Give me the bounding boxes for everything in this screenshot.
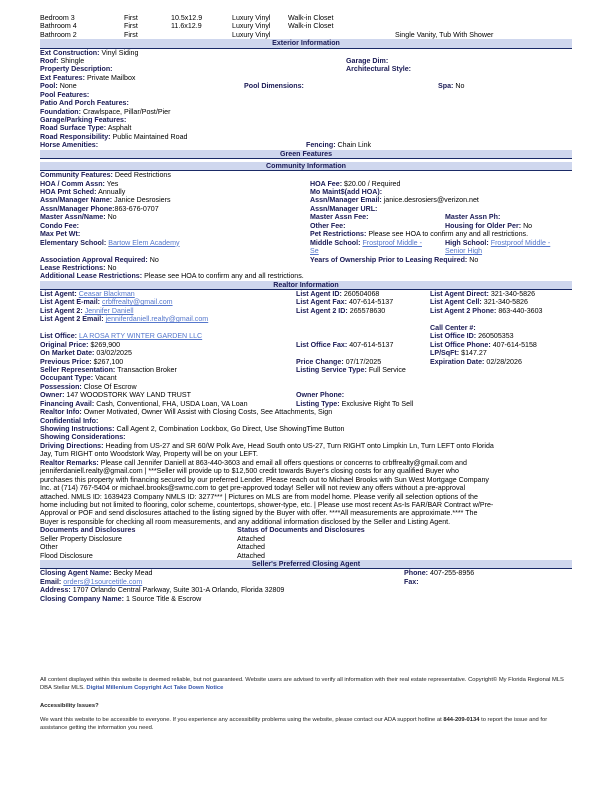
field-label: List Agent E-mail: <box>40 298 101 307</box>
field-label: Showing Considerations: <box>40 433 126 442</box>
access-text-2: to report the issue and for assistance getting the information you need. <box>40 717 548 731</box>
field-label: Financing Avail: <box>40 399 95 408</box>
docs-heading: Documents and Disclosures <box>40 526 136 535</box>
field-label: List Office Phone: <box>430 340 491 349</box>
field-label: Expiration Date: <box>430 357 485 366</box>
closing-phone-value: 407-255-8956 <box>430 569 475 578</box>
road-surface-value: Asphalt <box>107 124 132 133</box>
field-label: Possession: <box>40 382 82 391</box>
listing-type-value: Exclusive Right To Sell <box>341 399 414 408</box>
listing-detail <box>40 0 572 603</box>
accessibility-text <box>40 716 576 732</box>
field-label: List Agent 2 Phone: <box>430 306 497 315</box>
field-label: Years of Ownership Prior to Leasing Required: <box>310 255 468 264</box>
hoa-pmt-value: Annually <box>98 188 126 196</box>
field-label: List Agent ID: <box>296 290 342 298</box>
closing-company-value: 1 Source Title & Escrow <box>125 594 202 603</box>
years-value: No <box>469 255 479 264</box>
room-level: First <box>124 30 138 39</box>
room-size: 11.6x12.9 <box>171 22 202 31</box>
remarks-line: jenniferdaniell.realty@gmail.com | ***Seller will provide up to $12,500 credit towards Buyer's closing costs for any qualified Buyer who <box>40 467 459 476</box>
occupant-value: Vacant <box>95 374 117 383</box>
field-label: High School: <box>445 238 489 247</box>
field-label: HOA Fee: <box>310 179 343 188</box>
closing-agent-value: Becky Mead <box>113 569 153 578</box>
field-label: Showing Instructions: <box>40 425 115 433</box>
closing-address-value: 1707 Orlando Central Parkway, Suite 301-A Orlando, Florida 32809 <box>72 586 285 595</box>
remarks-line: home including but not limited to flooring, color scheme, countertops, shower-type, etc. | Please use most recent As-Is FAR/BAR Contract w/Pre- <box>40 500 494 509</box>
pet-restr-value: Please see HOA to confirm any and all restrictions. <box>368 230 529 239</box>
middle-school-link-cont[interactable]: Se <box>310 247 319 256</box>
directions-line: Heading from US-27 and SR 60/W Polk Ave, Head South onto US-27, Turn RIGHT onto Limpkin Ln, Turn LEFT onto Florida <box>105 441 494 450</box>
field-label: HOA / Comm Assn: <box>40 179 105 188</box>
field-label: Other Fee: <box>310 221 346 230</box>
field-label: List Agent 2 Email: <box>40 315 104 324</box>
room-feature: Walk-in Closet <box>288 22 334 31</box>
field-label: Price Change: <box>296 357 344 366</box>
market-date-value: 03/02/2025 <box>96 349 132 358</box>
agent2-phone-value: 863-440-3603 <box>498 306 543 315</box>
field-label: Driving Directions: <box>40 441 104 450</box>
directions-line: Jay, Turn RIGHT onto Woodstork Way, Property will be on your LEFT. <box>40 450 259 459</box>
ext-features-value: Private Mailbox <box>86 73 136 82</box>
room-level: First <box>124 14 138 22</box>
spa-value: No <box>455 82 465 91</box>
field-label: Owner: <box>40 391 65 400</box>
field-label: List Office: <box>40 332 78 341</box>
field-label: Fax: <box>404 577 419 586</box>
field-label: Pool Dimensions: <box>244 82 304 91</box>
room-name: Bathroom 4 <box>40 22 77 31</box>
doc-name: Flood Disclosure <box>40 551 93 560</box>
seller-rep-value: Transaction Broker <box>117 365 177 374</box>
section-header-green: Green Features <box>40 150 572 159</box>
hoa-value: Yes <box>106 179 119 188</box>
field-label: Property Description: <box>40 65 113 74</box>
field-label: Closing Company Name: <box>40 594 124 603</box>
doc-status: Attached <box>237 534 266 543</box>
service-value: Full Service <box>368 365 406 374</box>
field-label: Patio And Porch Features: <box>40 99 129 108</box>
pool-value: None <box>59 82 77 91</box>
showing-value: Call Agent 2, Combination Lockbox, Go Direct, Use ShowingTime Button <box>116 425 345 433</box>
room-floor: Luxury Vinyl <box>232 14 271 22</box>
field-label: Assn/Manager URL: <box>310 204 378 213</box>
field-label: List Agent 2 ID: <box>296 306 348 315</box>
agent-direct-value: 321-340-5826 <box>490 290 536 298</box>
field-label: Elementary School: <box>40 238 107 247</box>
remarks-line: Inc. at (714) 767-5404 or michael.brooks@swmc.com to get pre-approved today! Seller will not review any offers without a pre-approval <box>40 484 466 493</box>
remarks-line: attached. NMLS ID: 1639423 Company NMLS ID: 3277*** | Pictures on MLS are from model home. Please verify all selection options of the <box>40 492 478 501</box>
field-label: Phone: <box>404 569 429 578</box>
field-label: Spa: <box>438 82 454 91</box>
remarks-line: purchases this property with financing secured by our preferred Lender. Please reach out to Michael Brooks with Sun West Mortgage Company <box>40 475 489 484</box>
field-label: Condo Fee: <box>40 221 80 230</box>
field-label: Fencing: <box>306 141 336 150</box>
field-label: Owner Phone: <box>296 391 345 400</box>
field-label: Previous Price: <box>40 357 92 366</box>
older-value: No <box>523 221 533 230</box>
field-label: Address: <box>40 586 71 595</box>
office-phone-value: 407-614-5158 <box>492 340 537 349</box>
doc-name: Other <box>40 543 58 552</box>
field-label: Assn/Manager Name: <box>40 196 113 205</box>
dmca-link[interactable]: Digital Millenium Copyright Act Take Down Notice <box>86 685 224 691</box>
closing-email-link[interactable]: orders@1sourcetitle.com <box>63 577 143 586</box>
lp-sqft-value: $147.27 <box>461 349 487 358</box>
section-header-community: Community Information <box>40 162 572 171</box>
agent2-id-value: 265578630 <box>349 306 386 315</box>
field-label: List Agent: <box>40 290 77 298</box>
roof-value: Shingle <box>60 56 85 65</box>
field-label: List Agent 2: <box>40 306 83 315</box>
field-label: Confidential Info: <box>40 416 99 425</box>
field-label: Original Price: <box>40 340 89 349</box>
field-label: Pool: <box>40 82 58 91</box>
field-label: Additional Lease Restrictions: <box>40 272 143 281</box>
agent-fax-value: 407-614-5137 <box>348 298 394 307</box>
field-label: Garage/Parking Features: <box>40 116 127 124</box>
high-school-link[interactable]: Frostproof Middle - <box>490 238 551 247</box>
room-row <box>40 22 572 30</box>
field-label: Listing Service Type: <box>296 365 367 374</box>
field-label: Road Surface Type: <box>40 124 107 133</box>
master-name-value: No <box>107 213 117 222</box>
field-label: Road Responsibility: <box>40 132 111 141</box>
doc-row <box>40 543 572 551</box>
office-fax-value: 407-614-5137 <box>349 340 394 349</box>
remarks-line: Buyer is responsible for checking all room measurements, and any additional information disclosed by the Seller and Listing Agent. <box>40 517 451 526</box>
field-label: Call Center #: <box>430 323 476 332</box>
financing-value: Cash, Conventional, FHA, USDA Loan, VA Loan <box>96 399 248 408</box>
fencing-value: Chain Link <box>337 141 372 150</box>
field-label: Ext Construction: <box>40 48 100 57</box>
add-lease-value: Please see HOA to confirm any and all restrictions. <box>144 272 304 281</box>
remarks-line: Approval or POF and send disclosures attached to the listing signed by the Buyer with offer. ****All measurements are approximate.**** The <box>40 509 478 518</box>
field-label: Ext Features: <box>40 73 85 82</box>
office-id-value: 260505353 <box>478 332 514 341</box>
field-label: On Market Date: <box>40 349 95 358</box>
field-label: Architectural Style: <box>346 65 412 74</box>
foundation-value: Crawlspace, Pillar/Post/Pier <box>82 107 171 116</box>
section-header-realtor: Realtor Information <box>40 281 572 290</box>
realtor-info-value: Owner Motivated, Owner Will Assist with Closing Costs, See Attachments, Sign <box>83 408 333 417</box>
high-school-link-cont[interactable]: Senior High <box>445 247 483 256</box>
room-row <box>40 31 572 39</box>
doc-status: Attached <box>237 551 266 560</box>
section-header-exterior: Exterior Information <box>40 39 572 48</box>
mgr-phone-value: 863-676-0707 <box>114 204 159 213</box>
field-label: LP/SqFt: <box>430 349 460 358</box>
field-label: Master Assn Fee: <box>310 213 369 222</box>
field-label: Garage Dim: <box>346 56 389 65</box>
field-label: Foundation: <box>40 107 81 116</box>
doc-row <box>40 535 572 543</box>
field-label: Max Pet Wt: <box>40 230 81 239</box>
doc-name: Seller Property Disclosure <box>40 534 123 543</box>
field-label: HOA Pmt Sched: <box>40 188 97 196</box>
list-office-link[interactable]: LA ROSA RTY WINTER GARDEN LLC <box>79 332 203 341</box>
field-label: Email: <box>40 577 62 586</box>
agent-cell-value: 321-340-5826 <box>483 298 528 307</box>
field-label: List Agent Direct: <box>430 290 489 298</box>
room-name: Bathroom 2 <box>40 30 77 39</box>
list-agent-link[interactable]: Ceasar Blackman <box>78 290 135 298</box>
footer-disclaimer <box>40 676 576 692</box>
field-label: Association Approval Required: <box>40 255 148 264</box>
orig-price-value: $269,900 <box>90 340 121 349</box>
disclaimer-text: All content displayed within this website is deemed reliable, but not guaranteed. Website users are advised to verify all information with their real estate representative. Copyright© My Florida Regional MLS DBA Stellar MLS. <box>40 677 564 691</box>
room-floor: Luxury Vinyl <box>232 30 271 39</box>
expiration-value: 02/28/2026 <box>486 357 522 366</box>
owner-value: 147 WOODSTORK WAY LAND TRUST <box>66 391 191 400</box>
mgr-email-value: janice.desrosiers@verizon.net <box>383 196 479 205</box>
section-header-closing: Seller's Preferred Closing Agent <box>40 560 572 569</box>
room-feature: Walk-in Closet <box>288 14 334 22</box>
field-label: Seller Representation: <box>40 365 116 374</box>
room-feature: Single Vanity, Tub With Shower <box>395 30 494 39</box>
price-change-value: 07/17/2025 <box>345 357 382 366</box>
field-label: List Office ID: <box>430 332 477 341</box>
field-label: Horse Amenities: <box>40 141 99 150</box>
access-text-1: We want this website to be accessible to everyone. If you experience any accessibility problems using the website, please contact our ADA support hotline at <box>40 717 442 723</box>
docs-status-heading: Status of Documents and Disclosures <box>237 526 365 535</box>
remarks-line: Please call Jennifer Daniell at 863-440-3603 and email all offers questions or concerns to crbffrealty@gmail.com and <box>100 458 467 467</box>
room-name: Bedroom 3 <box>40 14 75 22</box>
room-floor: Luxury Vinyl <box>232 22 271 31</box>
field-label: Lease Restrictions: <box>40 263 106 272</box>
agent-id-value: 260504068 <box>343 290 380 298</box>
ada-hotline-number: 844-209-0134 <box>443 717 480 723</box>
field-label: Closing Agent Name: <box>40 569 112 578</box>
field-label: List Agent Fax: <box>296 298 347 307</box>
room-level: First <box>124 22 138 31</box>
agent-email-link[interactable]: crbffrealty@gmail.com <box>102 298 173 307</box>
prev-price-value: $267,100 <box>93 357 124 366</box>
doc-row <box>40 552 572 560</box>
ext-construction-value: Vinyl Siding <box>101 48 139 57</box>
doc-status: Attached <box>237 543 266 552</box>
elementary-school-link[interactable]: Bartow Elem Academy <box>108 238 180 247</box>
field-label: Housing for Older Per: <box>445 221 522 230</box>
assoc-value: No <box>149 255 159 264</box>
list-agent-2-link[interactable]: Jennifer Daniell <box>84 306 134 315</box>
middle-school-link[interactable]: Frostproof Middle - <box>362 238 422 247</box>
footer <box>40 676 576 732</box>
field-label: Master Assn/Name: <box>40 213 106 222</box>
field-label: Assn/Manager Email: <box>310 196 382 205</box>
road-resp-value: Public Maintained Road <box>112 132 188 141</box>
field-label: Community Features: <box>40 171 113 180</box>
mgr-name-value: Janice Desrosiers <box>114 196 171 205</box>
field-label: Master Assn Ph: <box>445 213 501 222</box>
field-label: Occupant Type: <box>40 374 94 383</box>
community-features-value: Deed Restrictions <box>114 171 171 180</box>
room-size: 10.5x12.9 <box>171 14 203 22</box>
field-label: List Agent Cell: <box>430 298 482 307</box>
field-label: Realtor Remarks: <box>40 458 99 467</box>
possession-value: Close Of Escrow <box>83 382 137 391</box>
field-label: Pet Restrictions: <box>310 230 367 239</box>
field-label: Mo Maint$(add HOA): <box>310 188 383 196</box>
field-label: List Office Fax: <box>296 340 348 349</box>
agent2-email-link[interactable]: jenniferdaniell.realty@gmail.com <box>105 315 209 324</box>
room-row <box>40 14 572 22</box>
field-label: Listing Type: <box>296 399 340 408</box>
field-label: Assn/Manager Phone: <box>40 204 115 213</box>
field-label: Roof: <box>40 56 59 65</box>
field-label: Realtor Info: <box>40 408 82 417</box>
lease-value: No <box>107 263 117 272</box>
field-label: Pool Features: <box>40 90 90 99</box>
hoa-fee-value: $20.00 / Required <box>344 179 401 188</box>
accessibility-heading: Accessibility Issues? <box>40 703 99 709</box>
field-label: Middle School: <box>310 238 361 247</box>
